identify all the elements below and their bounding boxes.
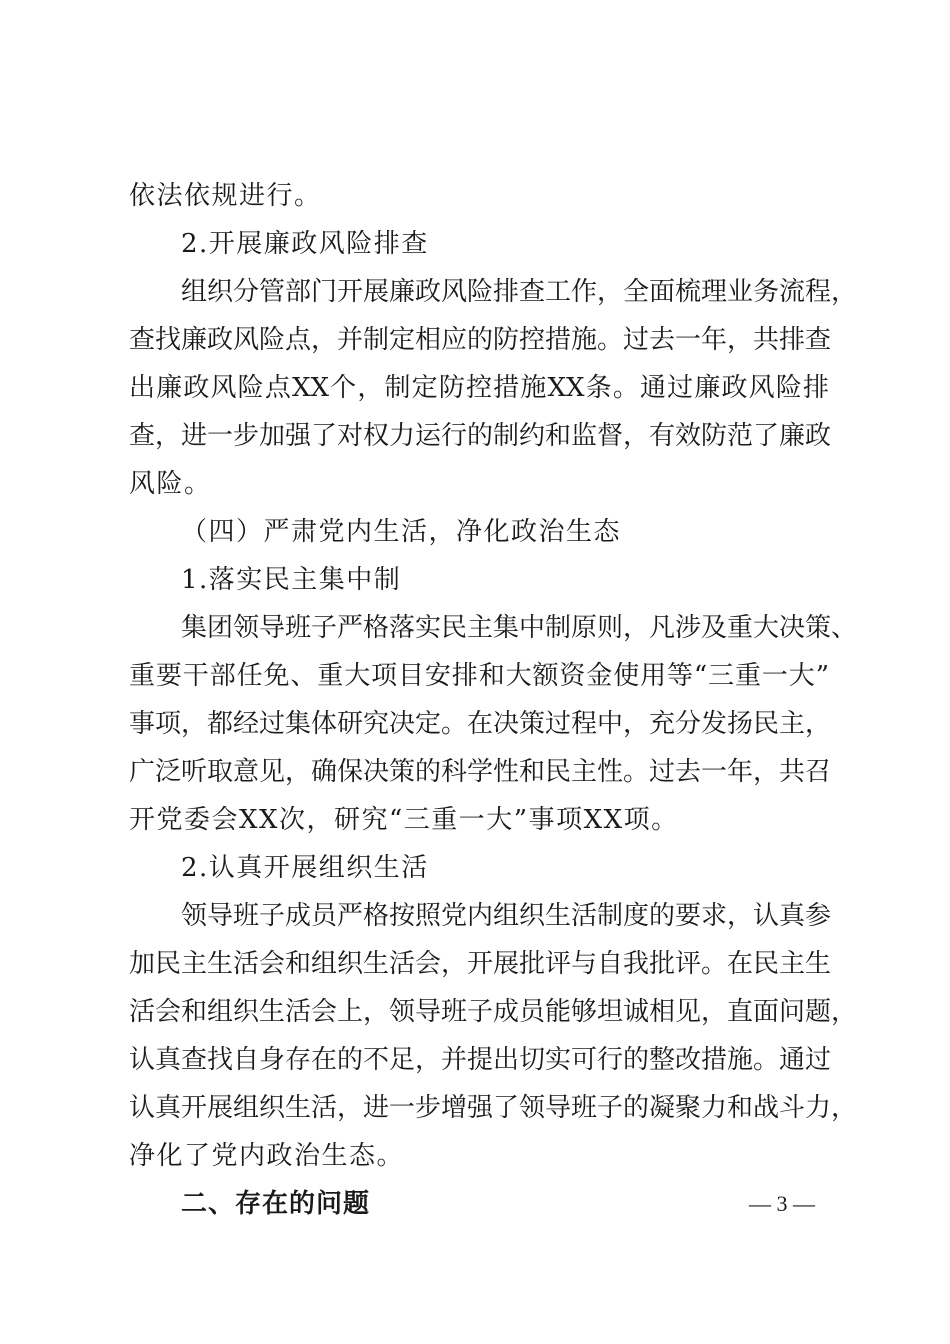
paragraph-line: 查，进一步加强了对权力运行的制约和监督，有效防范了廉政 bbox=[129, 421, 832, 451]
paragraph-line: 集团领导班子严格落实民主集中制原则，凡涉及重大决策、 bbox=[181, 613, 858, 643]
paragraph-line: 查找廉政风险点，并制定相应的防控措施。过去一年，共排查 bbox=[129, 325, 832, 355]
paragraph-line: 加民主生活会和组织生活会，开展批评与自我批评。在民主生 bbox=[129, 949, 832, 979]
subsection-heading: 2.认真开展组织生活 bbox=[181, 853, 429, 883]
subsection-heading: 1.落实民主集中制 bbox=[181, 565, 402, 595]
paragraph-line: 领导班子成员严格按照党内组织生活制度的要求，认真参 bbox=[181, 901, 832, 931]
paragraph-line: 认真开展组织生活，进一步增强了领导班子的凝聚力和战斗力， bbox=[129, 1093, 858, 1123]
section-heading: 二、存在的问题 bbox=[181, 1189, 371, 1219]
page-number: — 3 — bbox=[749, 1191, 815, 1216]
paragraph-line: 出廉政风险点XX个，制定防控措施XX条。通过廉政风险排 bbox=[129, 373, 829, 403]
paragraph-line: 活会和组织生活会上，领导班子成员能够坦诚相见，直面问题， bbox=[129, 997, 858, 1027]
paragraph-line: 净化了党内政治生态。 bbox=[129, 1141, 405, 1171]
paragraph-line: 组织分管部门开展廉政风险排查工作，全面梳理业务流程， bbox=[181, 277, 858, 307]
paragraph-line: 依法依规进行。 bbox=[129, 181, 322, 211]
paragraph-line: 广泛听取意见，确保决策的科学性和民主性。过去一年，共召 bbox=[129, 757, 832, 787]
paragraph-line: 重要干部任免、重大项目安排和大额资金使用等“三重一大” bbox=[129, 661, 829, 691]
section-subheading: （四）严肃党内生活，净化政治生态 bbox=[181, 517, 622, 547]
paragraph-line: 开党委会XX次，研究“三重一大”事项XX项。 bbox=[129, 805, 679, 835]
document-body bbox=[129, 172, 858, 1228]
paragraph-line: 认真查找自身存在的不足，并提出切实可行的整改措施。通过 bbox=[129, 1045, 832, 1075]
paragraph-line: 事项，都经过集体研究决定。在决策过程中，充分发扬民主， bbox=[129, 709, 832, 739]
subsection-heading: 2.开展廉政风险排查 bbox=[181, 229, 429, 259]
paragraph-line: 风险。 bbox=[129, 469, 212, 499]
